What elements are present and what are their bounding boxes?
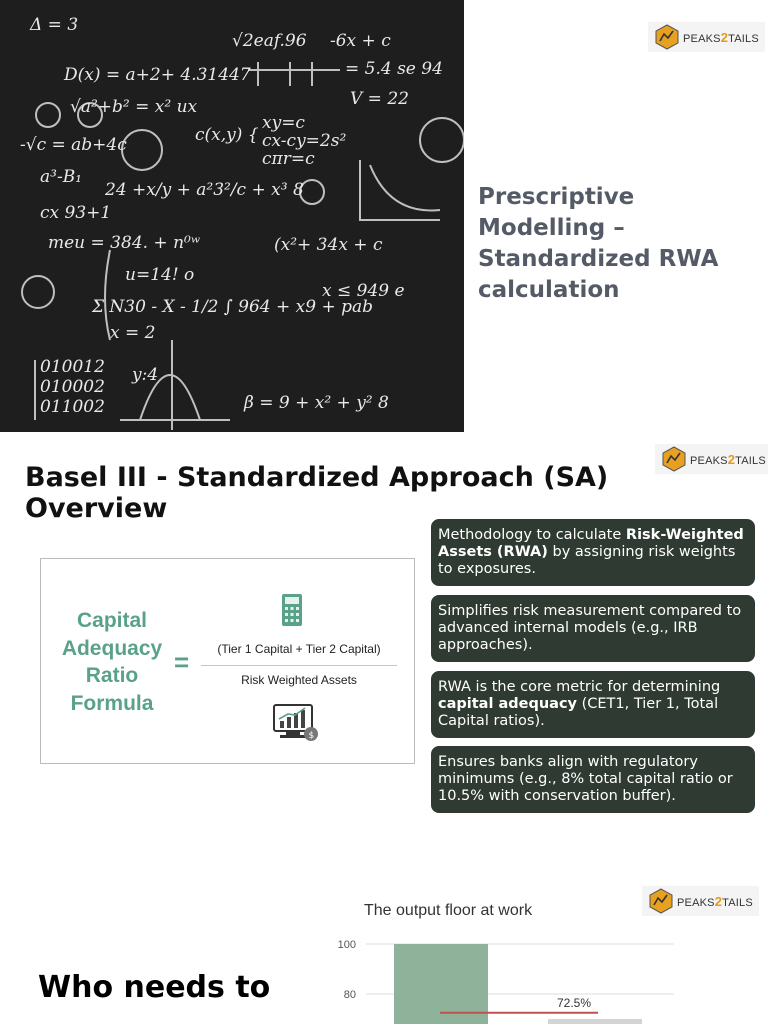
svg-text:= 5.4 se 94: = 5.4 se 94 bbox=[345, 59, 443, 79]
overview-point-3: RWA is the core metric for determining capital adequacy (CET1, Tier 1, Total Capital ratios). bbox=[431, 671, 755, 738]
svg-text:Δ = 3: Δ = 3 bbox=[30, 15, 79, 35]
overview-point-2: Simplifies risk measurement compared to advanced internal models (e.g., IRB approaches). bbox=[431, 595, 755, 662]
svg-text:u=14! o: u=14! o bbox=[125, 265, 195, 285]
logo-text: PEAKS2TAILS bbox=[683, 29, 759, 45]
chart-title: The output floor at work bbox=[364, 902, 533, 919]
chalkboard-illustration bbox=[0, 0, 464, 432]
svg-text:-√c = ab+4c: -√c = ab+4c bbox=[20, 135, 127, 155]
chart-y-ticks bbox=[338, 939, 356, 1001]
svg-text:cx-cy=2s²: cx-cy=2s² bbox=[262, 131, 347, 151]
bar-2 bbox=[548, 1019, 642, 1024]
logo-text: PEAKS2TAILS bbox=[690, 451, 766, 467]
formula-denominator: Risk Weighted Assets bbox=[241, 673, 357, 687]
svg-text:xy=c: xy=c bbox=[262, 113, 305, 133]
svg-text:cπr=c: cπr=c bbox=[262, 149, 315, 169]
svg-text:β = 9 + x² + y² 8: β = 9 + x² + y² 8 bbox=[244, 393, 389, 413]
svg-text:V = 22: V = 22 bbox=[350, 89, 409, 109]
svg-text:24 +x/y + a²3²/c + x³ 8: 24 +x/y + a²3²/c + x³ 8 bbox=[105, 180, 304, 200]
slide-title bbox=[0, 0, 768, 432]
svg-text:$: $ bbox=[308, 731, 315, 741]
slide-overview bbox=[0, 432, 768, 864]
svg-text:√a²+b² = x² ux: √a²+b² = x² ux bbox=[70, 97, 198, 117]
svg-text:010002: 010002 bbox=[40, 377, 105, 397]
floor-label: 72.5% bbox=[556, 995, 592, 1010]
overview-point-4: Ensures banks align with regulatory minimums (e.g., 8% total capital ratio or 10.5% with conservation buffer). bbox=[431, 746, 755, 813]
hexagon-logo-icon bbox=[661, 446, 687, 472]
capital-adequacy-formula-box bbox=[40, 558, 415, 764]
overview-point-1: Methodology to calculate Risk-Weighted Assets (RWA) by assigning risk weights to exposures. bbox=[431, 519, 755, 586]
peaks2tails-logo bbox=[642, 886, 759, 916]
slide-title-text: Prescriptive Modelling – Standardized RWA calculation bbox=[478, 184, 719, 303]
svg-text:cx 93+1: cx 93+1 bbox=[40, 203, 112, 223]
svg-text:x = 2: x = 2 bbox=[110, 323, 156, 343]
svg-text:(x²+ 34x + c: (x²+ 34x + c bbox=[274, 235, 383, 255]
equals-sign: = bbox=[174, 647, 190, 677]
peaks2tails-logo bbox=[648, 22, 765, 52]
svg-text:010012: 010012 bbox=[40, 357, 105, 377]
svg-text:011002: 011002 bbox=[40, 397, 105, 417]
svg-text:Σ N30 - X - 1/2 ∫ 964 + x9 + p: Σ N30 - X - 1/2 ∫ 964 + x9 + pab bbox=[92, 297, 374, 317]
hexagon-logo-icon bbox=[654, 24, 680, 50]
svg-text:c(x,y) {: c(x,y) { bbox=[195, 125, 259, 145]
hexagon-logo-icon bbox=[648, 888, 674, 914]
peaks2tails-logo bbox=[655, 444, 768, 474]
logo-text: PEAKS2TAILS bbox=[677, 893, 753, 909]
svg-text:meu = 384. + n⁰ʷ: meu = 384. + n⁰ʷ bbox=[48, 233, 201, 253]
overview-title: Basel III - Standardized Approach (SA) Overview bbox=[25, 462, 609, 524]
calculator-icon bbox=[281, 593, 303, 627]
svg-text:-6x + c: -6x + c bbox=[330, 31, 391, 51]
svg-text:√2eaf.96: √2eaf.96 bbox=[232, 31, 307, 51]
monitor-chart-icon bbox=[271, 703, 321, 743]
output-floor-chart bbox=[330, 930, 680, 1024]
svg-text:y:4: y:4 bbox=[132, 365, 159, 385]
car-formula-label: Capital Adequacy Ratio Formula bbox=[61, 609, 163, 715]
fraction-line bbox=[201, 665, 397, 666]
slide-output-floor bbox=[0, 864, 768, 1024]
svg-text:x ≤ 949 e: x ≤ 949 e bbox=[322, 281, 405, 301]
svg-text:a³-B₁: a³-B₁ bbox=[40, 167, 83, 187]
chalkboard-image bbox=[0, 0, 464, 432]
who-needs-title: Who needs to bbox=[38, 970, 271, 1005]
y-tick-80: 80 bbox=[343, 989, 356, 1001]
y-tick-100: 100 bbox=[337, 939, 356, 951]
formula-numerator: (Tier 1 Capital + Tier 2 Capital) bbox=[217, 642, 381, 656]
svg-text:D(x) = a+2+ 4.31447: D(x) = a+2+ 4.31447 bbox=[64, 65, 251, 85]
